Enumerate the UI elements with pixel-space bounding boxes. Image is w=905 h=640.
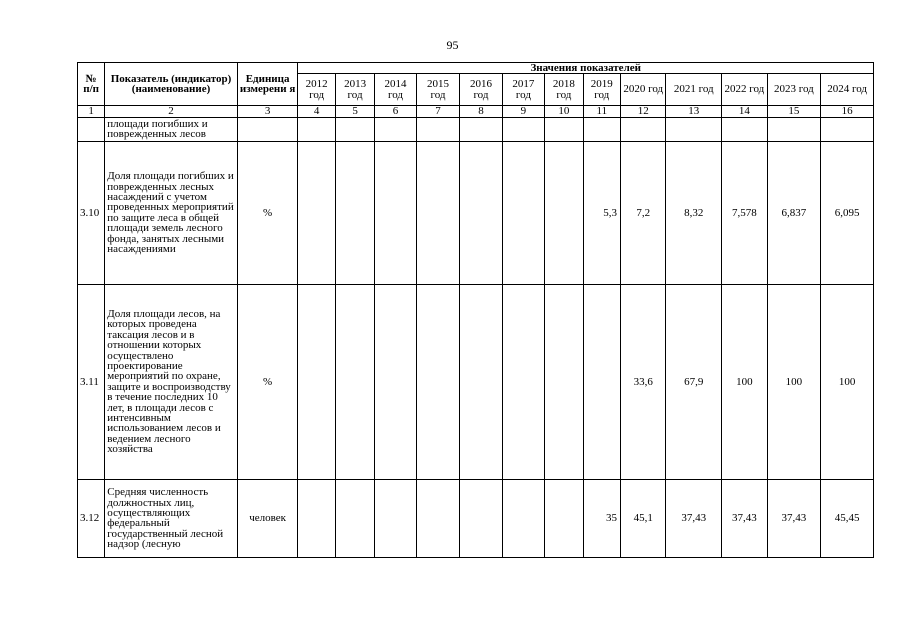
column-index: 2: [105, 106, 237, 117]
value-cell: [298, 117, 335, 141]
indicator-name: площади погибших и поврежденных лесов: [105, 117, 237, 141]
value-cell: 7,578: [722, 141, 768, 284]
value-cell: 67,9: [666, 284, 722, 479]
page-number: 95: [446, 38, 459, 52]
value-cell: [335, 117, 374, 141]
value-cell: 37,43: [666, 479, 722, 557]
value-cell: 37,43: [722, 479, 768, 557]
header-year: 2021 год: [666, 74, 722, 106]
header-year: 2015 год: [416, 74, 459, 106]
row-number: [78, 117, 105, 141]
indicators-table: [77, 62, 874, 558]
column-index: 9: [502, 106, 544, 117]
value-cell: [335, 284, 374, 479]
header-year: 2017 год: [502, 74, 544, 106]
column-index: 8: [460, 106, 502, 117]
value-cell: 5,3: [583, 141, 620, 284]
value-cell: 45,45: [821, 479, 874, 557]
header-year: 2014 год: [375, 74, 416, 106]
value-cell: [502, 284, 544, 479]
column-index: 13: [666, 106, 722, 117]
value-cell: [620, 117, 666, 141]
row-number: 3.12: [78, 479, 105, 557]
table-row: [78, 117, 874, 141]
column-index: 3: [237, 106, 298, 117]
value-cell: [375, 284, 416, 479]
value-cell: [545, 141, 583, 284]
column-index: 11: [583, 106, 620, 117]
row-number: 3.10: [78, 141, 105, 284]
value-cell: [460, 479, 502, 557]
column-index: 10: [545, 106, 583, 117]
table-row: [78, 141, 874, 284]
value-cell: [460, 117, 502, 141]
column-index: 16: [821, 106, 874, 117]
row-number: 3.11: [78, 284, 105, 479]
unit-cell: [237, 117, 298, 141]
header-values-group: Значения показателей: [298, 63, 874, 74]
value-cell: [545, 284, 583, 479]
header-unit: Единица измерени я: [237, 63, 298, 106]
value-cell: [298, 479, 335, 557]
header-year: 2013 год: [335, 74, 374, 106]
table-row: [78, 479, 874, 557]
column-index: 14: [722, 106, 768, 117]
value-cell: 8,32: [666, 141, 722, 284]
value-cell: [416, 479, 459, 557]
value-cell: [298, 141, 335, 284]
value-cell: 37,43: [767, 479, 821, 557]
value-cell: 45,1: [620, 479, 666, 557]
value-cell: [460, 284, 502, 479]
value-cell: [722, 117, 768, 141]
value-cell: [545, 117, 583, 141]
value-cell: [416, 141, 459, 284]
column-index: 5: [335, 106, 374, 117]
value-cell: [335, 479, 374, 557]
value-cell: 33,6: [620, 284, 666, 479]
value-cell: [298, 284, 335, 479]
header-year: 2022 год: [722, 74, 768, 106]
table-row: [78, 284, 874, 479]
value-cell: 100: [767, 284, 821, 479]
value-cell: [416, 284, 459, 479]
column-index: 12: [620, 106, 666, 117]
value-cell: 7,2: [620, 141, 666, 284]
value-cell: [666, 117, 722, 141]
value-cell: 100: [821, 284, 874, 479]
value-cell: [545, 479, 583, 557]
header-year: 2016 год: [460, 74, 502, 106]
header-year: 2020 год: [620, 74, 666, 106]
column-index: 4: [298, 106, 335, 117]
column-index: 6: [375, 106, 416, 117]
value-cell: [821, 117, 874, 141]
value-cell: [375, 479, 416, 557]
value-cell: 6,095: [821, 141, 874, 284]
header-year: 2012 год: [298, 74, 335, 106]
column-index: 7: [416, 106, 459, 117]
header-year: 2023 год: [767, 74, 821, 106]
indicator-name: Средняя численность должностных лиц, осуществляющих федеральный государственный лесной надзор (лесную: [105, 479, 237, 557]
value-cell: 100: [722, 284, 768, 479]
value-cell: 35: [583, 479, 620, 557]
indicator-name: Доля площади погибших и поврежденных лесных насаждений с учетом проведенных мероприятий по защите леса в общей площади земель лесного фонда, занятых лесными насаждениями: [105, 141, 237, 284]
column-index: 15: [767, 106, 821, 117]
value-cell: [767, 117, 821, 141]
value-cell: [375, 141, 416, 284]
value-cell: [583, 117, 620, 141]
value-cell: [502, 117, 544, 141]
value-cell: [502, 479, 544, 557]
indicator-name: Доля площади лесов, на которых проведена таксация лесов и в отношении которых осуществлено проектирование мероприятий по охране, защите и воспроизводству в течение последних 10 лет, в площади лесов с интенсивным использованием лесов и ведением лесного хозяйства: [105, 284, 237, 479]
unit-cell: человек: [237, 479, 298, 557]
value-cell: [502, 141, 544, 284]
value-cell: 6,837: [767, 141, 821, 284]
header-year: 2018 год: [545, 74, 583, 106]
value-cell: [583, 284, 620, 479]
unit-cell: %: [237, 141, 298, 284]
header-indicator: Показатель (индикатор) (наименование): [105, 63, 237, 106]
header-year: 2024 год: [821, 74, 874, 106]
value-cell: [416, 117, 459, 141]
value-cell: [460, 141, 502, 284]
header-no: № п/п: [78, 63, 105, 106]
column-index: 1: [78, 106, 105, 117]
header-year: 2019 год: [583, 74, 620, 106]
value-cell: [335, 141, 374, 284]
unit-cell: %: [237, 284, 298, 479]
value-cell: [375, 117, 416, 141]
